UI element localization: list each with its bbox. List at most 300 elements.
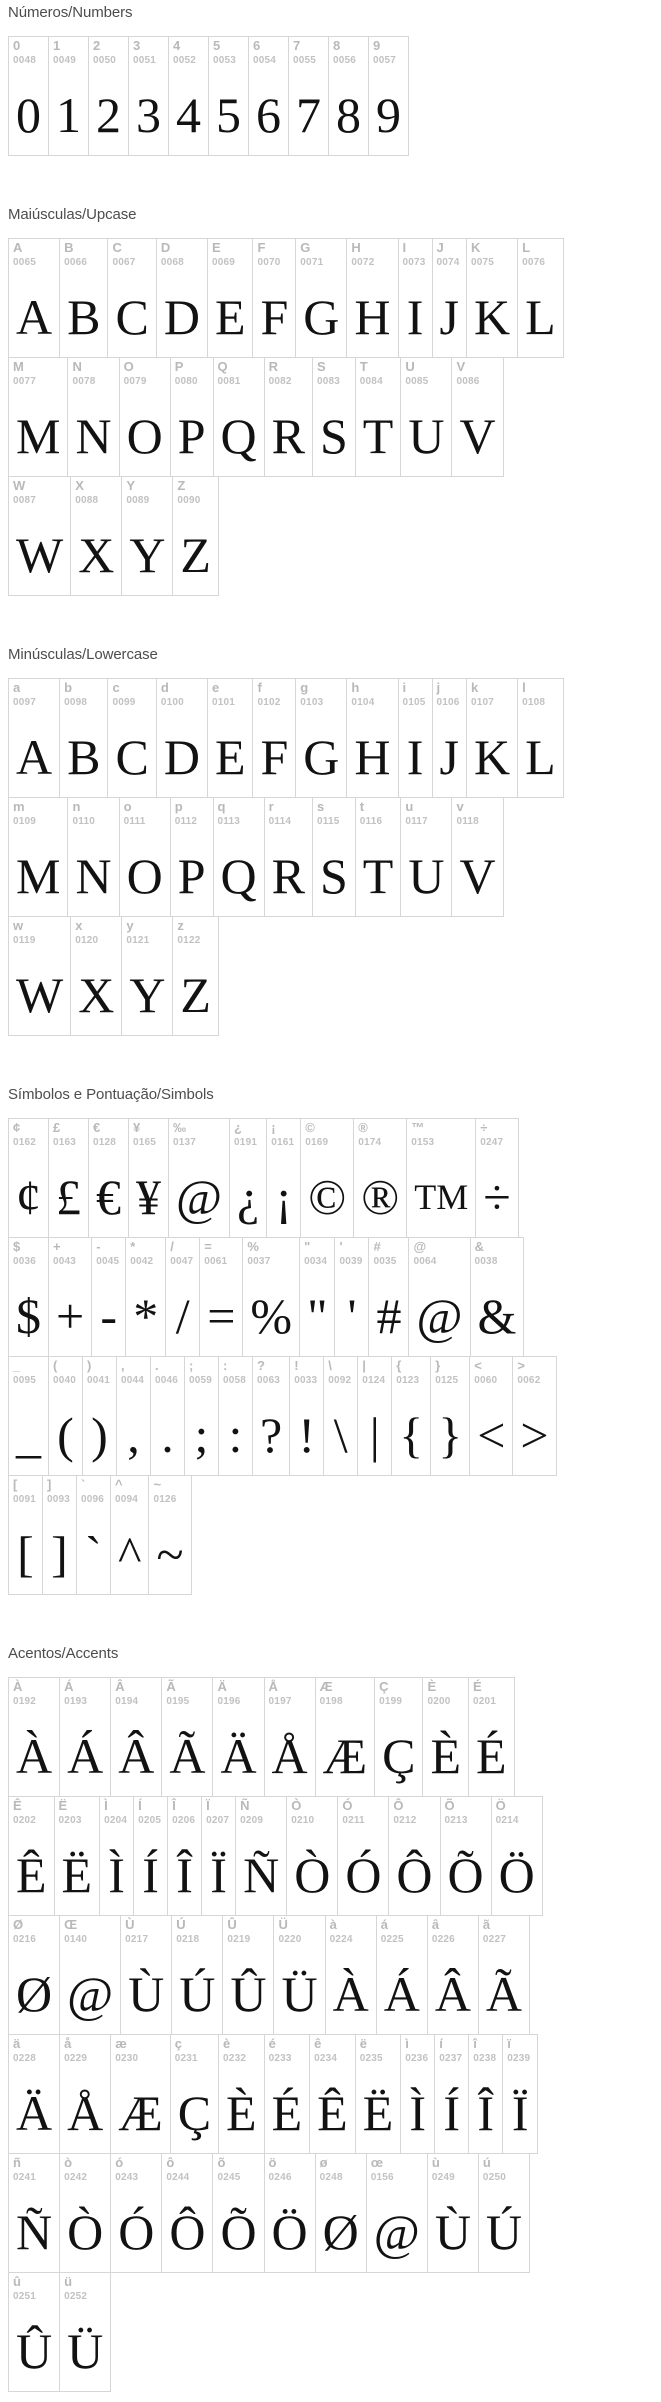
cell-glyph-preview: G: [303, 728, 340, 785]
cell-unicode-code: 0073: [402, 257, 426, 268]
glyph-cell: [49, 1119, 89, 1237]
glyph-cell: [335, 1238, 369, 1356]
glyph-cell: [121, 1916, 172, 2034]
cell-unicode-code: 0036: [13, 1256, 37, 1267]
cell-unicode-code: 0064: [413, 1256, 437, 1267]
cell-glyph-preview: Ø: [16, 1965, 53, 2022]
cell-unicode-code: 0044: [121, 1375, 145, 1386]
glyph-row: [8, 2034, 538, 2154]
glyph-cell: [111, 2154, 162, 2272]
cell-glyph-preview: Z: [180, 966, 211, 1023]
cell-unicode-code: 0046: [155, 1375, 179, 1386]
cell-character-label: Y: [126, 478, 135, 493]
cell-unicode-code: 0055: [293, 55, 317, 66]
cell-character-label: |: [362, 1358, 366, 1373]
glyph-cell: [265, 2154, 316, 2272]
cell-character-label: J: [436, 240, 444, 255]
glyph-cell: [467, 239, 518, 357]
glyph-cell: [347, 239, 398, 357]
cell-character-label: d: [160, 680, 169, 695]
glyph-cell: [100, 1797, 134, 1915]
cell-glyph-preview: O: [126, 407, 163, 464]
glyph-row: [8, 1237, 524, 1357]
cell-character-label: ¢: [13, 1120, 21, 1135]
cell-glyph-preview: Û: [16, 2322, 53, 2379]
glyph-cell: [60, 2273, 110, 2391]
cell-character-label: O: [123, 359, 134, 374]
glyph-cell: [9, 2035, 60, 2153]
glyph-cell: [401, 358, 452, 476]
glyph-grid: [8, 36, 653, 156]
charmap-section: [8, 4, 653, 156]
cell-character-label: @: [413, 1239, 427, 1254]
cell-glyph-preview: /: [175, 1287, 190, 1344]
cell-character-label: ë: [359, 2036, 367, 2051]
glyph-cell: [313, 798, 356, 916]
cell-unicode-code: 0067: [112, 257, 136, 268]
cell-character-label: Q: [217, 359, 228, 374]
cell-character-label: }: [435, 1358, 441, 1373]
cell-glyph-preview: !: [298, 1406, 316, 1463]
cell-character-label: á: [380, 1917, 388, 1932]
cell-character-label: &: [474, 1239, 484, 1254]
glyph-cell: [356, 798, 402, 916]
cell-glyph-preview: Ó: [345, 1846, 382, 1903]
cell-character-label: (: [53, 1358, 58, 1373]
cell-unicode-code: 0199: [379, 1696, 403, 1707]
cell-character-label: X: [75, 478, 84, 493]
glyph-cell: [219, 1357, 253, 1475]
glyph-cell: [68, 798, 119, 916]
cell-glyph-preview: Ú: [485, 2203, 523, 2260]
cell-character-label: 6: [253, 38, 261, 53]
cell-unicode-code: 0114: [268, 816, 292, 827]
cell-glyph-preview: £: [56, 1168, 81, 1225]
cell-character-label: v: [456, 799, 464, 814]
cell-glyph-preview: Ë: [61, 1846, 93, 1903]
cell-glyph-preview: P: [177, 407, 206, 464]
glyph-row: [8, 1677, 515, 1797]
cell-character-label: É: [473, 1679, 482, 1694]
glyph-cell: [518, 239, 563, 357]
cell-character-label: ®: [358, 1120, 368, 1135]
cell-character-label: .: [155, 1358, 159, 1373]
cell-glyph-preview: _: [16, 1406, 41, 1463]
glyph-cell: [9, 1238, 49, 1356]
cell-unicode-code: 0041: [87, 1375, 111, 1386]
cell-glyph-preview: Í: [443, 2084, 461, 2141]
cell-unicode-code: 0153: [411, 1137, 435, 1148]
glyph-cell: [313, 358, 356, 476]
glyph-cell: [166, 1238, 200, 1356]
glyph-cell: [441, 1797, 492, 1915]
cell-unicode-code: 0060: [474, 1375, 498, 1386]
glyph-cell: [214, 798, 265, 916]
cell-glyph-preview: Ü: [67, 2322, 104, 2379]
cell-glyph-preview: K: [473, 288, 511, 345]
glyph-cell: [208, 239, 254, 357]
cell-character-label: S: [316, 359, 326, 374]
cell-character-label: é: [268, 2036, 276, 2051]
cell-glyph-preview: Ô: [396, 1846, 433, 1903]
cell-character-label: l: [522, 680, 526, 695]
cell-character-label: 7: [293, 38, 301, 53]
glyph-cell: [173, 477, 218, 595]
glyph-cell: [214, 358, 265, 476]
cell-character-label: Ö: [495, 1798, 506, 1813]
cell-unicode-code: 0213: [444, 1815, 468, 1826]
cell-character-label: Õ: [444, 1798, 455, 1813]
cell-character-label: p: [174, 799, 183, 814]
cell-character-label: D: [160, 240, 171, 255]
cell-unicode-code: 0108: [522, 697, 546, 708]
cell-glyph-preview: M: [16, 407, 61, 464]
cell-glyph-preview: ¢: [16, 1168, 41, 1225]
cell-character-label: ù: [431, 2155, 440, 2170]
cell-character-label: I: [402, 240, 407, 255]
glyph-row: [8, 678, 564, 798]
cell-unicode-code: 0080: [174, 376, 198, 387]
cell-glyph-preview: Ò: [294, 1846, 331, 1903]
glyph-cell: [300, 1238, 335, 1356]
cell-character-label: ?: [257, 1358, 265, 1373]
cell-character-label: q: [217, 799, 226, 814]
cell-unicode-code: 0061: [204, 1256, 228, 1267]
glyph-cell: [55, 1797, 101, 1915]
glyph-grid: [8, 678, 653, 1036]
cell-unicode-code: 0034: [304, 1256, 328, 1267]
glyph-cell: [89, 1119, 129, 1237]
cell-character-label: ç: [174, 2036, 182, 2051]
cell-character-label: k: [470, 680, 479, 695]
cell-glyph-preview: ;: [194, 1406, 209, 1463]
glyph-cell: [428, 1916, 479, 2034]
cell-unicode-code: 0128: [93, 1137, 117, 1148]
glyph-cell: [92, 1238, 126, 1356]
cell-glyph-preview: X: [78, 966, 115, 1023]
cell-glyph-preview: 0: [16, 86, 41, 143]
cell-unicode-code: 0252: [64, 2291, 88, 2302]
cell-unicode-code: 0089: [126, 495, 150, 506]
cell-glyph-preview: Ö: [498, 1846, 535, 1903]
glyph-cell: [324, 1357, 358, 1475]
glyph-cell: [129, 37, 169, 155]
cell-character-label: Œ: [64, 1917, 78, 1932]
cell-unicode-code: 0197: [268, 1696, 292, 1707]
cell-unicode-code: 0229: [64, 2053, 88, 2064]
cell-glyph-preview: ¡: [275, 1168, 293, 1225]
glyph-cell: [169, 37, 209, 155]
cell-character-label: Ô: [393, 1798, 404, 1813]
glyph-cell: [431, 1357, 470, 1475]
cell-character-label: Z: [177, 478, 186, 493]
glyph-cell: [9, 37, 49, 155]
glyph-cell: [60, 2035, 111, 2153]
cell-glyph-preview: ?: [260, 1406, 283, 1463]
cell-glyph-preview: Ì: [409, 2084, 427, 2141]
cell-unicode-code: 0237: [439, 2053, 463, 2064]
cell-unicode-code: 0218: [176, 1934, 200, 1945]
cell-glyph-preview: À: [16, 1727, 53, 1784]
cell-glyph-preview: Ù: [128, 1965, 165, 2022]
cell-character-label: _: [13, 1358, 21, 1373]
cell-character-label: j: [436, 680, 441, 695]
cell-glyph-preview: Æ: [118, 2084, 163, 2141]
cell-unicode-code: 0239: [507, 2053, 531, 2064]
cell-character-label: 3: [133, 38, 141, 53]
cell-character-label: ã: [482, 1917, 491, 1932]
cell-character-label: ó: [115, 2155, 124, 2170]
cell-character-label: ê: [314, 2036, 322, 2051]
glyph-cell: [296, 239, 347, 357]
glyph-cell: [168, 1797, 202, 1915]
cell-character-label: H: [351, 240, 361, 255]
cell-character-label: f: [257, 680, 262, 695]
cell-character-label: Ò: [291, 1798, 302, 1813]
cell-glyph-preview: M: [16, 847, 61, 904]
cell-glyph-preview: Ï: [210, 1846, 227, 1903]
glyph-row: [8, 1356, 557, 1476]
cell-character-label: ": [304, 1239, 311, 1254]
cell-unicode-code: 0092: [328, 1375, 352, 1386]
glyph-row: [8, 476, 219, 596]
cell-glyph-preview: Ô: [169, 2203, 206, 2260]
cell-character-label: Á: [64, 1679, 74, 1694]
cell-glyph-preview: S: [319, 847, 348, 904]
cell-character-label: 9: [373, 38, 381, 53]
cell-character-label: Û: [227, 1917, 237, 1932]
glyph-cell: [223, 1916, 274, 2034]
cell-unicode-code: 0112: [174, 816, 198, 827]
cell-glyph-preview: ¿: [237, 1168, 260, 1225]
cell-glyph-preview: V: [459, 847, 496, 904]
cell-character-label: í: [439, 2036, 443, 2051]
glyph-cell: [316, 2154, 367, 2272]
cell-character-label: w: [13, 918, 24, 933]
cell-character-label: È: [427, 1679, 437, 1694]
cell-glyph-preview: Å: [271, 1727, 308, 1784]
cell-glyph-preview: @: [176, 1168, 223, 1225]
glyph-cell: [399, 239, 433, 357]
glyph-cell: [111, 1476, 149, 1594]
glyph-cell: [518, 679, 563, 797]
cell-glyph-preview: J: [439, 728, 459, 785]
cell-unicode-code: 0082: [268, 376, 292, 387]
cell-unicode-code: 0228: [13, 2053, 37, 2064]
cell-character-label: ;: [189, 1358, 194, 1373]
cell-glyph-preview: ®: [361, 1168, 400, 1225]
cell-unicode-code: 0087: [13, 495, 37, 506]
cell-glyph-preview: T: [362, 847, 394, 904]
cell-character-label: x: [75, 918, 83, 933]
glyph-cell: [377, 1916, 428, 2034]
cell-character-label: #: [373, 1239, 381, 1254]
cell-glyph-preview: *: [133, 1287, 159, 1344]
cell-character-label: ñ: [13, 2155, 21, 2170]
cell-character-label: t: [359, 799, 365, 814]
cell-glyph-preview: Ø: [322, 2203, 359, 2260]
cell-glyph-preview: ¥: [136, 1168, 161, 1225]
cell-character-label: ø: [319, 2155, 328, 2170]
glyph-cell: [265, 358, 313, 476]
glyph-cell: [452, 358, 502, 476]
glyph-cell: [329, 37, 369, 155]
cell-unicode-code: 0212: [393, 1815, 417, 1826]
cell-glyph-preview: I: [406, 288, 424, 345]
glyph-cell: [326, 1916, 377, 2034]
cell-character-label: ^: [115, 1477, 123, 1492]
cell-character-label: ï: [507, 2036, 511, 2051]
cell-character-label: W: [13, 478, 26, 493]
cell-glyph-preview: T: [362, 407, 394, 464]
cell-character-label: `: [81, 1477, 86, 1492]
cell-character-label: F: [257, 240, 266, 255]
cell-glyph-preview: K: [473, 728, 511, 785]
cell-unicode-code: 0231: [174, 2053, 198, 2064]
glyph-cell: [265, 1678, 316, 1796]
cell-unicode-code: 0137: [173, 1137, 197, 1148]
cell-glyph-preview: ÷: [483, 1168, 511, 1225]
cell-character-label: Ú: [176, 1917, 186, 1932]
glyph-grid: [8, 1677, 653, 2392]
cell-unicode-code: 0053: [213, 55, 237, 66]
cell-character-label: 8: [333, 38, 341, 53]
cell-character-label: ô: [166, 2155, 175, 2170]
glyph-cell: [470, 1357, 513, 1475]
cell-glyph-preview: E: [214, 288, 246, 345]
cell-glyph-preview: G: [303, 288, 340, 345]
cell-glyph-preview: X: [78, 526, 115, 583]
glyph-cell: [169, 1119, 230, 1237]
cell-glyph-preview: &: [477, 1287, 517, 1344]
cell-glyph-preview: J: [439, 288, 459, 345]
cell-glyph-preview: Î: [176, 1846, 193, 1903]
glyph-cell: [301, 1119, 354, 1237]
glyph-cell: [9, 239, 60, 357]
cell-unicode-code: 0065: [13, 257, 37, 268]
cell-character-label: î: [473, 2036, 477, 2051]
glyph-cell: [310, 2035, 356, 2153]
cell-unicode-code: 0162: [13, 1137, 37, 1148]
cell-unicode-code: 0088: [75, 495, 99, 506]
glyph-cell: [49, 1357, 83, 1475]
cell-character-label: P: [174, 359, 184, 374]
cell-glyph-preview: 4: [176, 86, 201, 143]
glyph-cell: [492, 1797, 542, 1915]
cell-unicode-code: 0086: [456, 376, 480, 387]
section-title: Símbolos e Pontuação/Simbols: [8, 1086, 214, 1103]
cell-unicode-code: 0084: [359, 376, 383, 387]
cell-unicode-code: 0085: [405, 376, 429, 387]
cell-glyph-preview: Z: [180, 526, 211, 583]
cell-unicode-code: 0071: [300, 257, 324, 268]
cell-glyph-preview: A: [16, 288, 53, 345]
cell-character-label: o: [123, 799, 132, 814]
cell-unicode-code: 0207: [206, 1815, 230, 1826]
cell-glyph-preview: F: [260, 728, 289, 785]
cell-unicode-code: 0193: [64, 1696, 88, 1707]
cell-glyph-preview: U: [408, 847, 445, 904]
cell-character-label: ]: [47, 1477, 52, 1492]
cell-glyph-preview: ,: [127, 1406, 140, 1463]
glyph-cell: [173, 917, 218, 1035]
cell-unicode-code: 0244: [166, 2172, 190, 2183]
glyph-cell: [60, 239, 108, 357]
cell-unicode-code: 0117: [405, 816, 428, 827]
cell-glyph-preview: Û: [230, 1965, 267, 2022]
cell-character-label: Ê: [13, 1798, 22, 1813]
cell-character-label: ¿: [234, 1120, 242, 1135]
glyph-row: [8, 797, 504, 917]
cell-unicode-code: 0066: [64, 257, 88, 268]
glyph-cell: [358, 1357, 392, 1475]
glyph-grid: [8, 238, 653, 596]
cell-character-label: £: [53, 1120, 61, 1135]
glyph-cell: [236, 1797, 287, 1915]
cell-unicode-code: 0123: [396, 1375, 420, 1386]
cell-character-label: Î: [172, 1798, 176, 1813]
cell-unicode-code: 0227: [482, 1934, 506, 1945]
cell-unicode-code: 0116: [359, 816, 383, 827]
cell-unicode-code: 0090: [177, 495, 201, 506]
cell-character-label: [: [13, 1477, 18, 1492]
cell-unicode-code: 0091: [13, 1494, 37, 1505]
cell-character-label: Ñ: [240, 1798, 250, 1813]
charmap-section: [8, 1086, 653, 1595]
glyph-cell: [171, 798, 214, 916]
cell-character-label: /: [170, 1239, 174, 1254]
cell-glyph-preview: Î: [477, 2084, 495, 2141]
cell-glyph-preview: N: [75, 407, 112, 464]
cell-character-label: u: [405, 799, 414, 814]
glyph-cell: [467, 679, 518, 797]
glyph-cell: [200, 1238, 243, 1356]
cell-character-label: ): [87, 1358, 92, 1373]
cell-character-label: T: [359, 359, 368, 374]
cell-unicode-code: 0070: [257, 257, 281, 268]
cell-character-label: B: [64, 240, 74, 255]
cell-unicode-code: 0052: [173, 55, 197, 66]
cell-character-label: 4: [173, 38, 181, 53]
cell-character-label: h: [351, 680, 360, 695]
cell-unicode-code: 0120: [75, 935, 99, 946]
cell-character-label: ä: [13, 2036, 21, 2051]
glyph-grid: [8, 1118, 653, 1595]
cell-unicode-code: 0236: [405, 2053, 429, 2064]
cell-character-label: {: [396, 1358, 402, 1373]
glyph-cell: [389, 1797, 440, 1915]
cell-glyph-preview: 3: [136, 86, 161, 143]
cell-unicode-code: 0056: [333, 55, 357, 66]
section-title: Acentos/Accents: [8, 1645, 119, 1662]
glyph-cell: [338, 1797, 389, 1915]
cell-unicode-code: 0097: [13, 697, 37, 708]
cell-glyph-preview: Ä: [220, 1727, 257, 1784]
glyph-cell: [287, 1797, 338, 1915]
glyph-cell: [399, 679, 433, 797]
cell-unicode-code: 0054: [253, 55, 277, 66]
cell-character-label: ÷: [480, 1120, 488, 1135]
cell-unicode-code: 0107: [470, 697, 495, 708]
cell-glyph-preview: H: [354, 288, 391, 345]
glyph-cell: [108, 679, 156, 797]
cell-unicode-code: 0094: [115, 1494, 139, 1505]
cell-character-label: c: [112, 680, 120, 695]
glyph-cell: [9, 1797, 55, 1915]
cell-glyph-preview: A: [16, 728, 53, 785]
cell-glyph-preview: Ñ: [16, 2203, 53, 2260]
cell-unicode-code: 0241: [13, 2172, 37, 2183]
